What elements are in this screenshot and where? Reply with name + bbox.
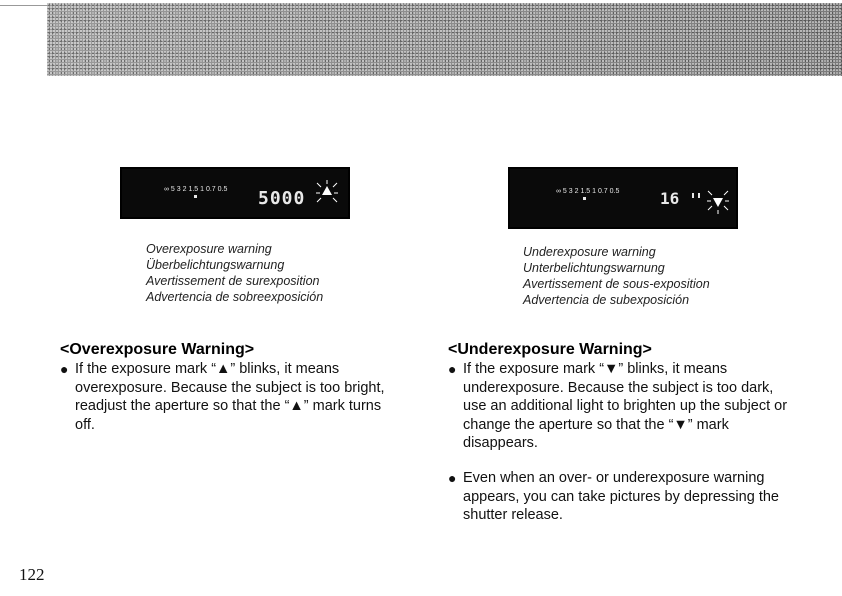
bullet-text: If the exposure mark “▲” blinks, it means overexposure. Because the subject is too bright, readjust the aperture so that the “▲” mark turns off. xyxy=(75,361,385,433)
lcd-overexposure-illustration xyxy=(120,167,350,219)
lcd-shutter-readout: 5000 xyxy=(258,188,306,209)
lcd-distance-scale: ∞ 5 3 2 1.5 1 0.7 0.5 xyxy=(556,188,620,195)
caption-line: Advertencia de sobreexposición xyxy=(146,290,324,304)
caption-line: Avertissement de sous-exposition xyxy=(523,277,710,291)
bullet-icon: ● xyxy=(448,361,457,377)
caption-line: Überbelichtungswarnung xyxy=(146,258,285,272)
lcd-index-dot xyxy=(194,195,197,198)
caption-line: Unterbelichtungswarnung xyxy=(523,261,665,275)
caption-overexposure xyxy=(146,241,323,305)
lcd-aperture-readout: 16 xyxy=(660,189,680,208)
caption-underexposure xyxy=(523,244,710,308)
page-number: 122 xyxy=(19,565,45,584)
caption-line: Avertissement de surexposition xyxy=(146,274,320,288)
bullet-icon: ● xyxy=(448,470,457,486)
caption-line: Overexposure warning xyxy=(146,242,272,256)
bullet-text: If the exposure mark “▼” blinks, it means underexposure. Because the subject is too dark, use an additional light to brighten up the subject or change the aperture so that the “▼” mark disappears. xyxy=(463,361,788,451)
lcd-underexposure-illustration xyxy=(508,167,738,229)
caption-line: Underexposure warning xyxy=(523,245,656,259)
lcd-distance-scale: ∞ 5 3 2 1.5 1 0.7 0.5 xyxy=(164,186,228,193)
shutter-note-bullet xyxy=(448,469,798,525)
caption-line: Advertencia de subexposición xyxy=(523,293,690,307)
lcd-segment xyxy=(692,193,694,198)
lcd-segment xyxy=(698,193,700,198)
lcd-index-dot xyxy=(583,197,586,200)
overexposure-bullet xyxy=(60,360,390,434)
header-band xyxy=(47,3,842,76)
bullet-icon: ● xyxy=(60,361,69,377)
underexposure-bullet xyxy=(448,360,798,453)
bullet-text: Even when an over- or underexposure warning appears, you can take pictures by depressing the shutter release. xyxy=(463,470,779,523)
overexposure-heading: <Overexposure Warning> xyxy=(60,341,255,358)
underexposure-heading: <Underexposure Warning> xyxy=(448,341,652,358)
